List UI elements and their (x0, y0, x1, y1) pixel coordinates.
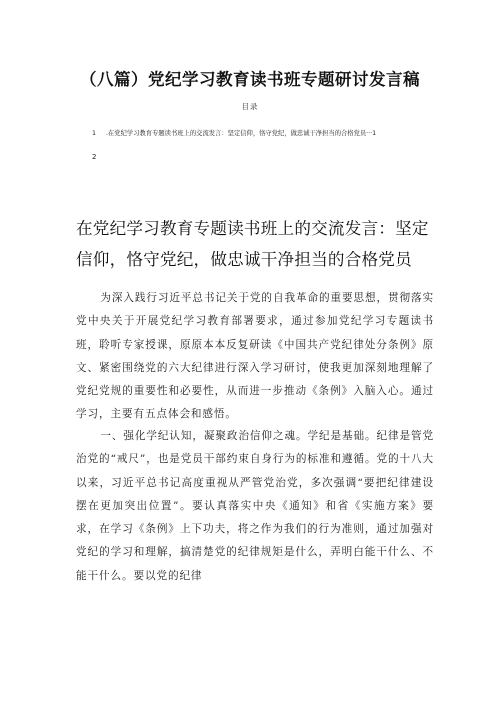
body-paragraph: 一、强化学纪认知，凝聚政治信仰之魂。学纪是基础。纪律是管党治党的“戒尺”，也是党员干部约束自身行为的标准和遵循。党的十八大以来，习近平总书记高度重视从严管党治党，多次强调“要把纪律建设摆在更加突出位置”。要认真落实中央《通知》和省《实施方案》要求，在学习《条例》上下功夫，将之作为我们的行为准则，通过加强对党纪的学习和理解，搞清楚党的纪律规矩是什么，弄明白能干什么、不能干什么。要以党的纪律 (76, 430, 434, 582)
body-paragraph: 为深入践行习近平总书记关于党的自我革命的重要思想，贯彻落实党中央关于开展党纪学习教育部署要求，通过参加党纪学习专题读书班，聆听专家授课，原原本本反复研读《中国共产党纪律处分条例》原文、紧密围绕党的六大纪律进行深入学习研讨，使我更加深刻地理解了党纪党规的重要性和必要性，从而进一步推动《条例》入脑入心。通过学习，主要有五点体会和感悟。 (76, 292, 434, 421)
toc-entry[interactable] (92, 128, 412, 137)
toc-entry-text: .在党纪学习教育专题读书班上的交流发言：坚定信仰，恪守党纪，做忠诚干净担当的合格党员···1 (106, 130, 377, 137)
document-title: （八篇）党纪学习教育读书班专题研讨发言稿 (80, 70, 420, 89)
toc-heading: 目录 (241, 102, 259, 111)
toc-page-marker: 2 (92, 153, 97, 161)
section-title: 在党纪学习教育专题读书班上的交流发言：坚定信仰，恪守党纪，做忠诚干净担当的合格党员 (76, 219, 429, 269)
toc-entry-number: 1 (92, 130, 97, 137)
